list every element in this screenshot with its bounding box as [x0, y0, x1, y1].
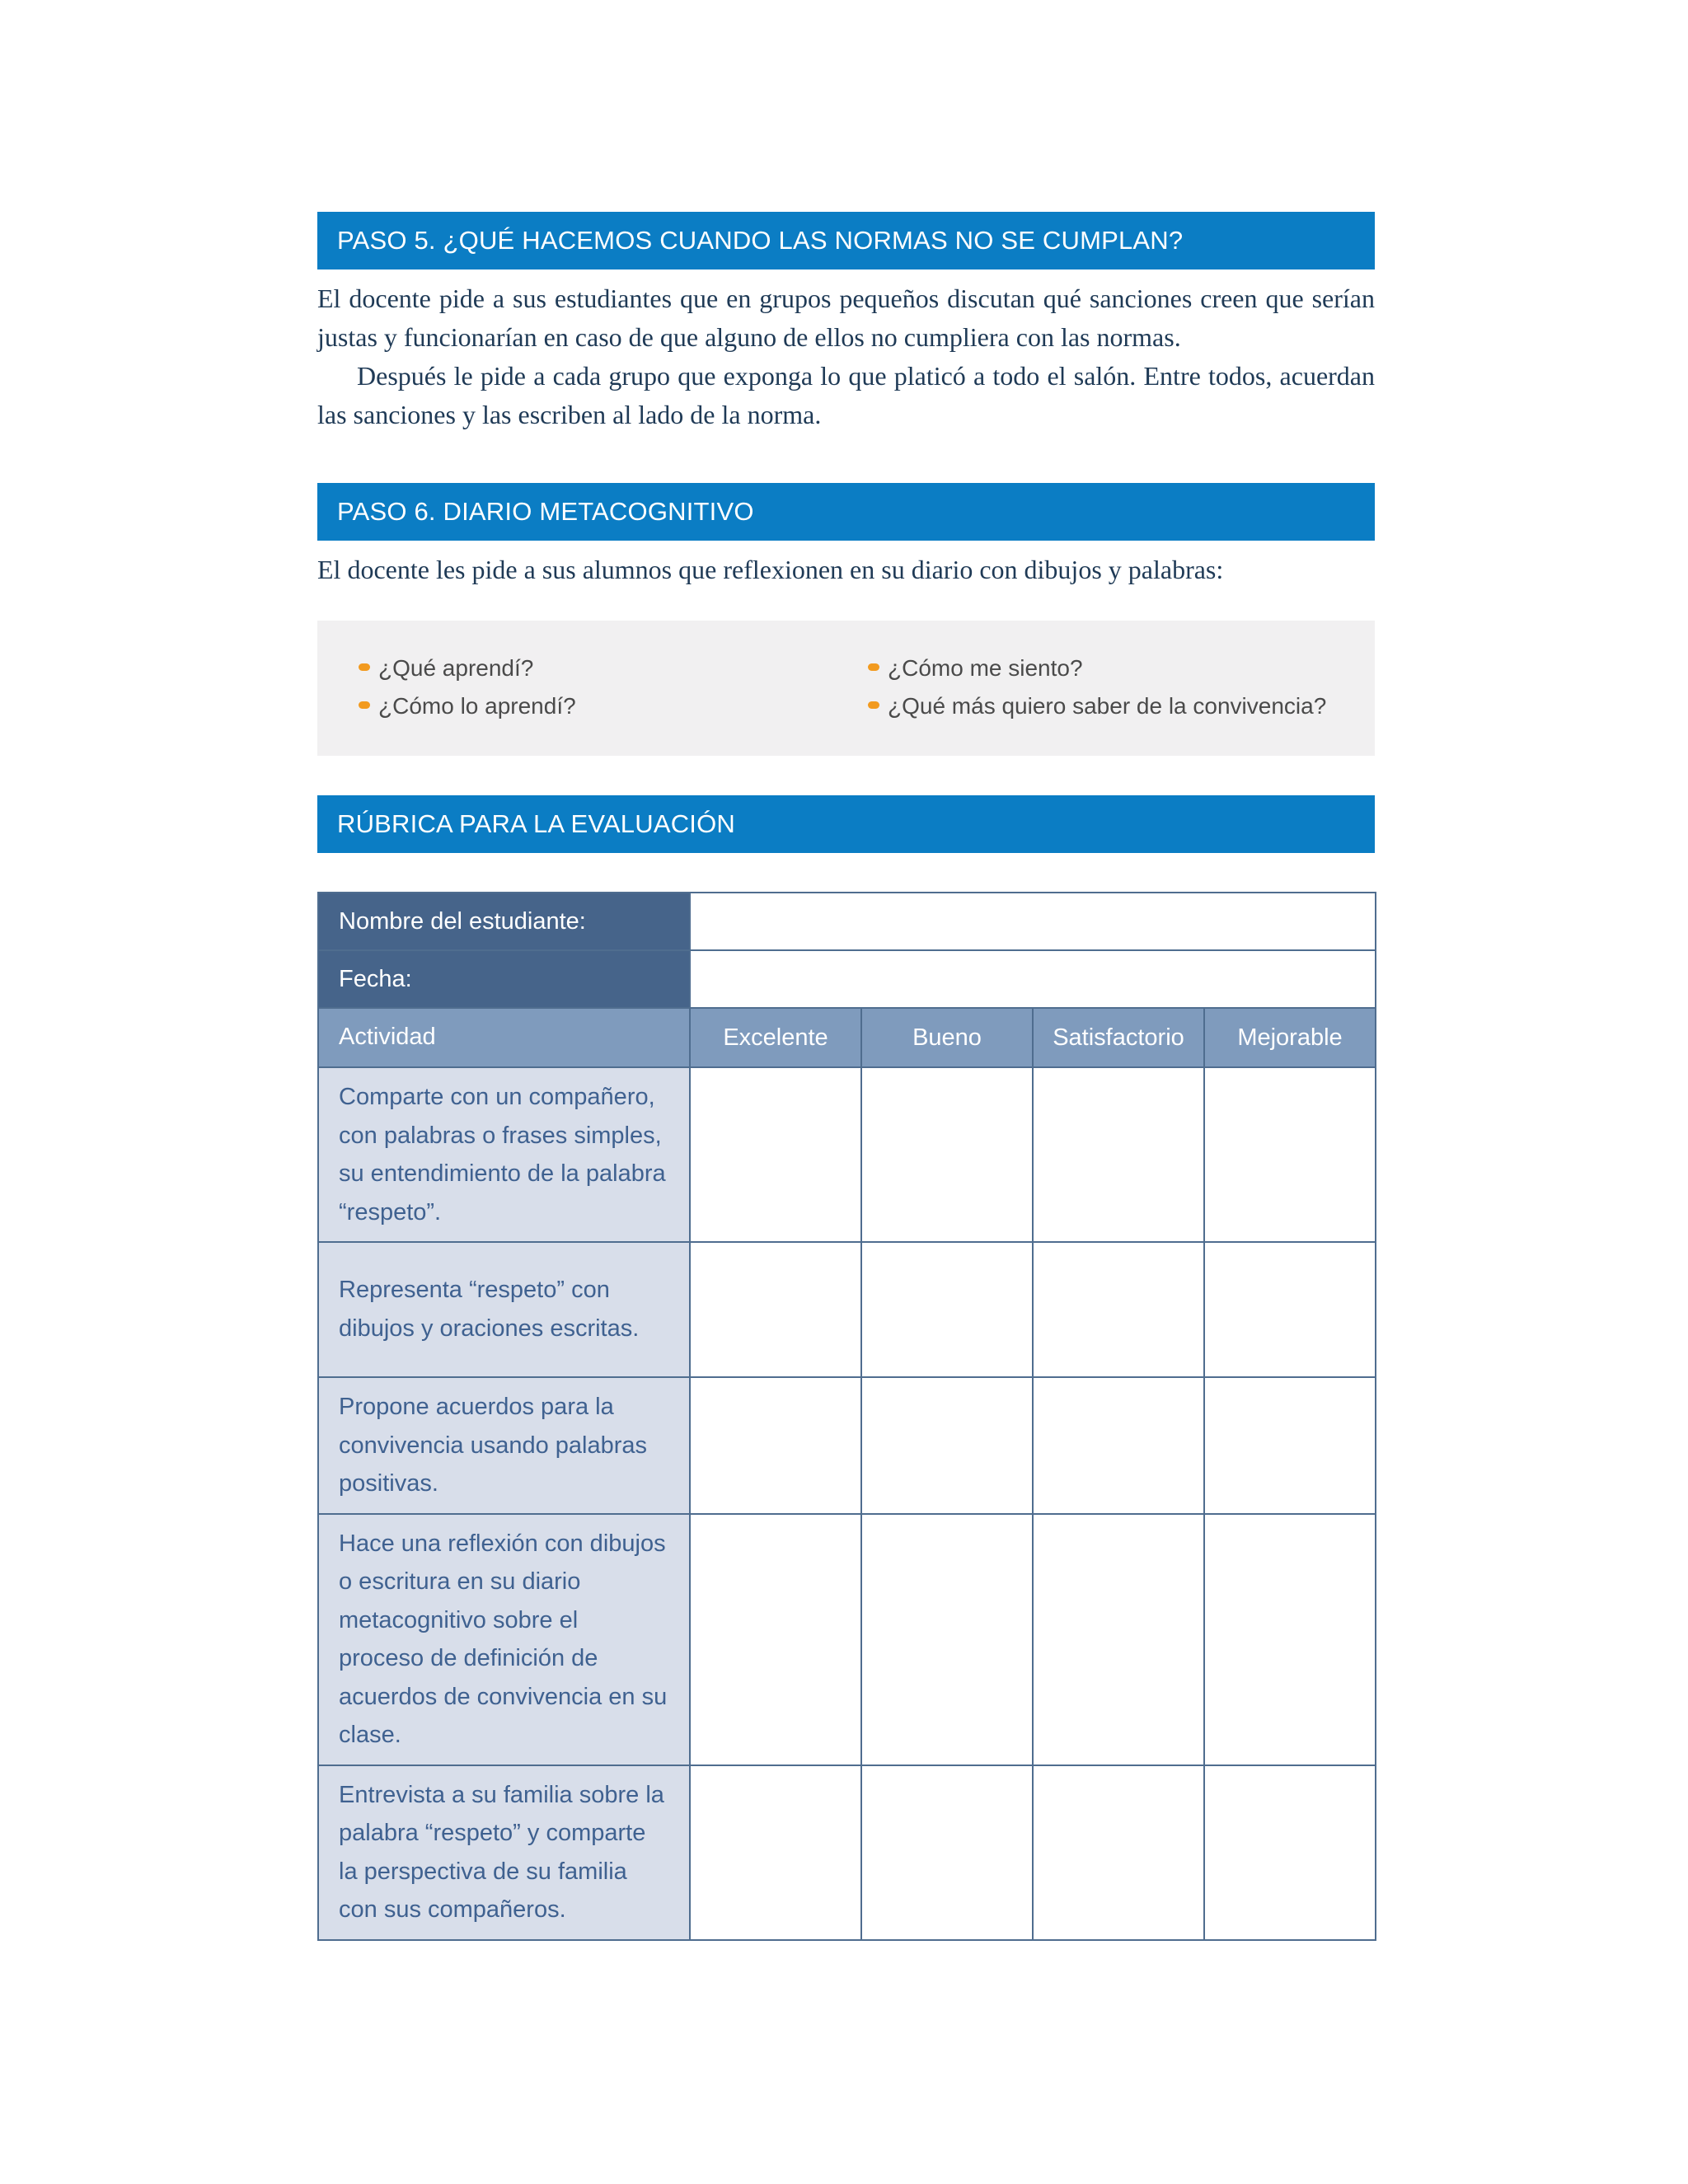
- table-row: [318, 1765, 1376, 1940]
- column-header-mejorable: Mejorable: [1204, 1008, 1376, 1067]
- table-row: [318, 1377, 1376, 1514]
- bullet-icon: [868, 663, 879, 671]
- rating-cell-bueno[interactable]: [861, 1765, 1033, 1940]
- rubric-table: [317, 892, 1376, 1941]
- bullet-icon: [868, 701, 879, 709]
- date-field[interactable]: [690, 950, 1376, 1008]
- question-item: ¿Qué más quiero saber de la convivencia?: [868, 690, 1326, 723]
- rating-cell-bueno[interactable]: [861, 1242, 1033, 1377]
- rating-cell-satisfactorio[interactable]: [1033, 1514, 1204, 1765]
- rating-cell-satisfactorio[interactable]: [1033, 1242, 1204, 1377]
- rating-cell-satisfactorio[interactable]: [1033, 1377, 1204, 1514]
- reflection-questions-box: [317, 621, 1375, 756]
- bullet-icon: [359, 663, 370, 671]
- table-row: [318, 1514, 1376, 1765]
- rating-cell-excelente[interactable]: [690, 1765, 861, 1940]
- student-name-row: [318, 893, 1376, 950]
- paso5-paragraph-1: El docente pide a sus estudiantes que en grupos pequeños discutan qué sanciones creen que serían justas y funcionarían en caso de que alguno de ellos no cumpliera con las normas.: [317, 284, 1375, 352]
- rating-cell-mejorable[interactable]: [1204, 1242, 1376, 1377]
- paso5-heading: PASO 5. ¿QUÉ HACEMOS CUANDO LAS NORMAS NO SE CUMPLAN?: [317, 212, 1375, 269]
- rating-cell-excelente[interactable]: [690, 1242, 861, 1377]
- column-header-satisfactorio: Satisfactorio: [1033, 1008, 1204, 1067]
- rating-cell-mejorable[interactable]: [1204, 1377, 1376, 1514]
- activity-cell: Representa “respeto” con dibujos y oraciones escritas.: [318, 1242, 690, 1377]
- question-item: ¿Qué aprendí?: [359, 652, 533, 685]
- rubric-header-row: [318, 1008, 1376, 1067]
- activity-cell: Hace una reflexión con dibujos o escritura en su diario metacognitivo sobre el proceso de definición de acuerdos de convivencia en su clase.: [318, 1514, 690, 1765]
- column-header-actividad: Actividad: [318, 1008, 690, 1067]
- rating-cell-excelente[interactable]: [690, 1067, 861, 1242]
- column-header-excelente: Excelente: [690, 1008, 861, 1067]
- question-item: ¿Cómo lo aprendí?: [359, 690, 576, 723]
- column-header-bueno: Bueno: [861, 1008, 1033, 1067]
- page-content: [317, 212, 1375, 1941]
- paso6-paragraph: El docente les pide a sus alumnos que reflexionen en su diario con dibujos y palabras:: [317, 555, 1224, 584]
- paso6-heading: PASO 6. DIARIO METACOGNITIVO: [317, 483, 1375, 541]
- rating-cell-bueno[interactable]: [861, 1377, 1033, 1514]
- student-name-field[interactable]: [690, 893, 1376, 950]
- date-label: Fecha:: [318, 950, 690, 1008]
- rating-cell-mejorable[interactable]: [1204, 1067, 1376, 1242]
- rating-cell-bueno[interactable]: [861, 1514, 1033, 1765]
- rating-cell-mejorable[interactable]: [1204, 1514, 1376, 1765]
- activity-cell: Entrevista a su familia sobre la palabra “respeto” y comparte la perspectiva de su familia con sus compañeros.: [318, 1765, 690, 1940]
- table-row: [318, 1067, 1376, 1242]
- date-row: [318, 950, 1376, 1008]
- rating-cell-bueno[interactable]: [861, 1067, 1033, 1242]
- paso5-paragraph-2: Después le pide a cada grupo que exponga lo que platicó a todo el salón. Entre todos, acuerdan las sanciones y las escriben al lado de la norma.: [317, 361, 1375, 429]
- bullet-icon: [359, 701, 370, 709]
- rating-cell-satisfactorio[interactable]: [1033, 1067, 1204, 1242]
- rating-cell-satisfactorio[interactable]: [1033, 1765, 1204, 1940]
- student-name-label: Nombre del estudiante:: [318, 893, 690, 950]
- rating-cell-excelente[interactable]: [690, 1377, 861, 1514]
- activity-cell: Propone acuerdos para la convivencia usando palabras positivas.: [318, 1377, 690, 1514]
- rating-cell-mejorable[interactable]: [1204, 1765, 1376, 1940]
- activity-cell: Comparte con un compañero, con palabras o frases simples, su entendimiento de la palabra “respeto”.: [318, 1067, 690, 1242]
- rating-cell-excelente[interactable]: [690, 1514, 861, 1765]
- table-row: [318, 1242, 1376, 1377]
- question-item: ¿Cómo me siento?: [868, 652, 1083, 685]
- rubrica-heading: RÚBRICA PARA LA EVALUACIÓN: [317, 795, 1375, 853]
